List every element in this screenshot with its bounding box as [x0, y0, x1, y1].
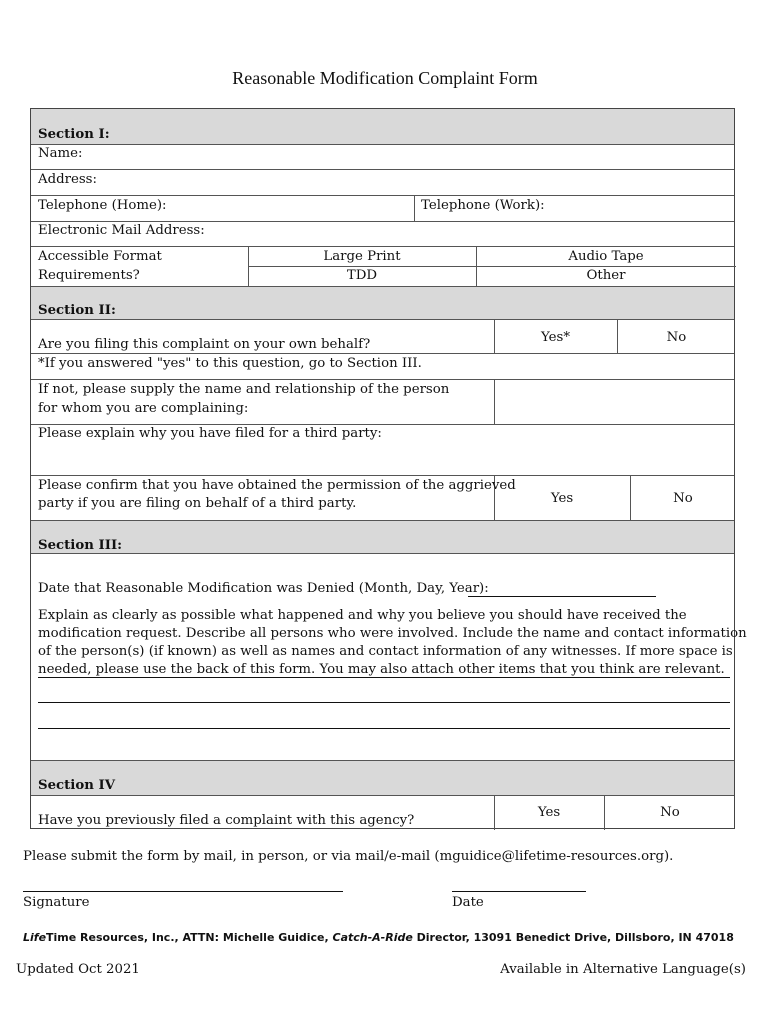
form-title: Reasonable Modification Complaint Form — [232, 68, 538, 88]
date-denied-line — [468, 596, 656, 597]
address-label: Address: — [38, 172, 97, 187]
permission-yes: Yes — [550, 491, 574, 506]
confirm-permission-line2: party if you are filing on behalf of a third party. — [38, 496, 357, 511]
signature-line — [23, 891, 343, 892]
permission-no: No — [673, 491, 693, 506]
section-4-band — [31, 760, 734, 795]
section-3-band — [31, 520, 734, 553]
if-not-label-line2: for whom you are complaining: — [38, 401, 249, 416]
address-resources: Time Resources, Inc., ATTN: Michelle Guidice, — [46, 931, 333, 944]
explain-answer-line-3 — [38, 728, 730, 729]
if-not-label-line1: If not, please supply the name and relationship of the person — [38, 382, 450, 397]
explain-instructions-line2: modification request. Describe all persons who were involved. Include the name and contact information — [38, 626, 747, 641]
address-catch-a-ride: Catch-A-Ride — [332, 931, 413, 944]
agency-address — [23, 931, 734, 944]
accessible-format-label-line2: Requirements? — [38, 268, 140, 283]
explain-instructions-line1: Explain as clearly as possible what happened and why you believe you should have received the — [38, 608, 687, 623]
audio-tape-option: Audio Tape — [568, 249, 644, 264]
explain-answer-line-2 — [38, 702, 730, 703]
section-1-heading: Section I: — [38, 127, 110, 142]
explain-instructions-line3: of the person(s) (if known) as well as names and contact information of any witnesses. If more space is — [38, 644, 733, 659]
accessible-format-label-line1: Accessible Format — [38, 249, 162, 264]
tdd-option: TDD — [346, 268, 378, 283]
signature-label: Signature — [23, 895, 90, 910]
telephone-work-label: Telephone (Work): — [421, 198, 545, 213]
telephone-home-label: Telephone (Home): — [38, 198, 167, 213]
name-label: Name: — [38, 146, 83, 161]
large-print-option: Large Print — [323, 249, 401, 264]
section-3-heading: Section III: — [38, 538, 123, 553]
own-behalf-no: No — [666, 330, 687, 345]
date-label: Date — [452, 895, 484, 910]
section-2-heading: Section II: — [38, 303, 116, 318]
previous-complaint-no: No — [660, 805, 680, 820]
complaint-form-table — [30, 108, 747, 829]
section-4-heading: Section IV — [38, 778, 116, 793]
date-denied-label: Date that Reasonable Modification was Denied (Month, Day, Year): — [38, 581, 489, 596]
explain-answer-line-1 — [38, 677, 730, 678]
own-behalf-question: Are you filing this complaint on your own behalf? — [38, 337, 371, 352]
date-line — [452, 891, 586, 892]
address-life: Life — [23, 931, 47, 944]
address-rest: Director, 13091 Benedict Drive, Dillsboro, IN 47018 — [412, 931, 734, 944]
alternative-languages-note: Available in Alternative Language(s) — [500, 962, 746, 977]
explain-third-party-label: Please explain why you have filed for a third party: — [38, 426, 382, 441]
previous-complaint-question: Have you previously filed a complaint with this agency? — [38, 813, 415, 828]
confirm-permission-line1: Please confirm that you have obtained the permission of the aggrieved — [38, 478, 516, 493]
updated-date: Updated Oct 2021 — [16, 962, 140, 977]
email-label: Electronic Mail Address: — [38, 223, 205, 238]
own-behalf-yes: Yes* — [541, 330, 570, 345]
previous-complaint-yes: Yes — [537, 805, 561, 820]
yes-note: *If you answered "yes" to this question, go to Section III. — [38, 356, 422, 371]
section-2-band — [31, 286, 734, 319]
explain-instructions-line4: needed, please use the back of this form. You may also attach other items that you think are relevant. — [38, 662, 725, 677]
other-option: Other — [586, 268, 626, 283]
section-1-band — [31, 109, 734, 144]
submit-instructions: Please submit the form by mail, in person, or via mail/e-mail (mguidice@lifetime-resources.org). — [23, 849, 674, 864]
